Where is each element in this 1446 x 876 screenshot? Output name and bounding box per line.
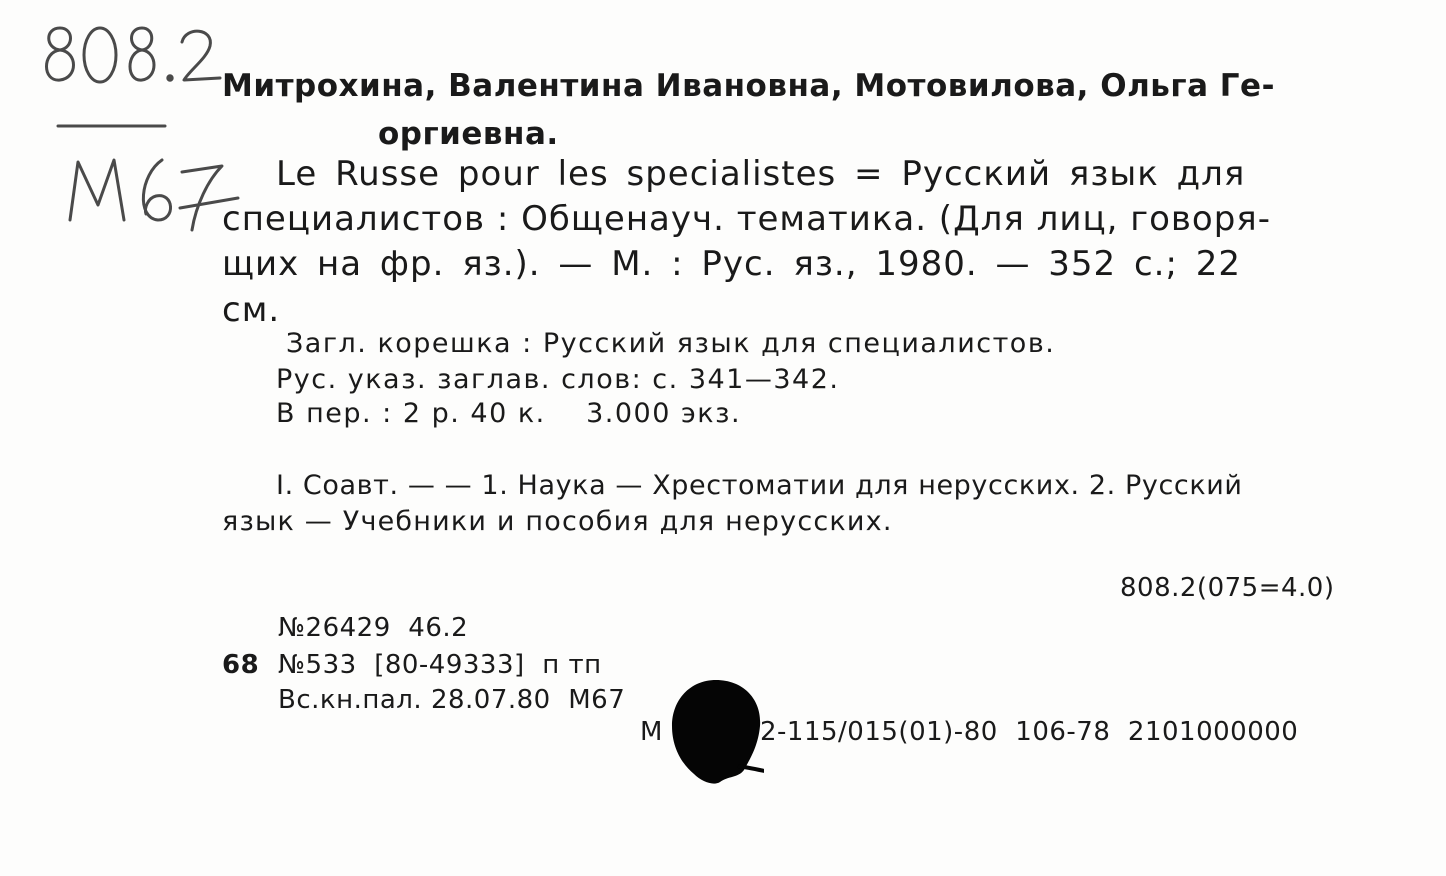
note-index: Рус. указ. заглав. слов: с. 341—342. (276, 364, 840, 395)
author-heading-line1: Митрохина, Валентина Ивановна, Мотовилова, Ольга Ге- (222, 68, 1275, 104)
footer-chamber-line: Вс.кн.пал. 28.07.80 М67 (278, 685, 626, 715)
title-line2: специалистов : Общенауч. тематика. (Для лиц, говоря- (222, 199, 1272, 239)
footer-code-start: М (640, 717, 663, 747)
footer-number-line: №26429 46.2 (278, 613, 469, 643)
note-price-print-run: В пер. : 2 р. 40 к. 3.000 экз. (276, 398, 742, 429)
udc-index: 808.2(075=4.0) (1120, 573, 1335, 603)
subjects-line2: язык — Учебники и пособия для нерусских. (222, 506, 893, 537)
footer-order-line: №533 [80-49333] п тп (278, 650, 602, 680)
handwritten-call-number (0, 0, 260, 260)
title-line4: см. (222, 290, 281, 330)
author-heading-line2: оргиевна. (378, 116, 559, 152)
title-line1: Le Russe pour les specialistes = Русский язык для (276, 154, 1246, 194)
subjects-line1: I. Соавт. — — 1. Наука — Хрестоматии для нерусских. 2. Русский (276, 470, 1243, 501)
footer-code-rest: 2-115/015(01)-80 106-78 2101000000 (760, 717, 1299, 747)
ink-blot (668, 678, 764, 786)
note-spine-title: Загл. корешка : Русский язык для специалистов. (286, 328, 1056, 359)
title-line3: щих на фр. яз.). — М. : Рус. яз., 1980. — 352 с.; 22 (222, 244, 1241, 284)
footer-prefix: 68 (222, 650, 260, 680)
